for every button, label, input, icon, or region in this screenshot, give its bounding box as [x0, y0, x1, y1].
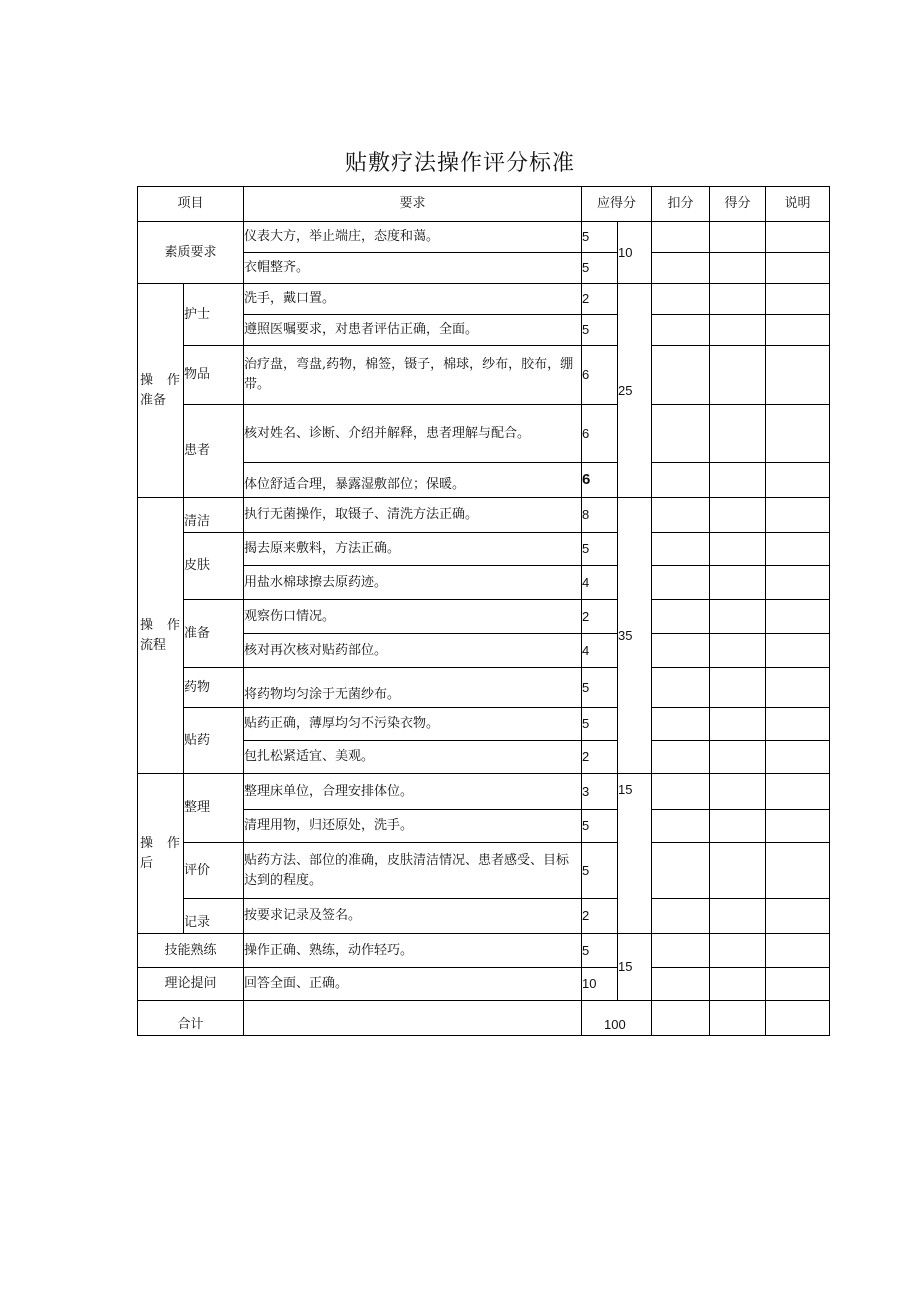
deduct-cell[interactable] [652, 843, 710, 899]
section-total: 25 [618, 284, 652, 498]
requirement-cell: 体位舒适合理，暴露湿敷部位；保暖。 [244, 463, 582, 498]
score-cell[interactable] [710, 968, 766, 1001]
deduct-cell[interactable] [652, 1001, 710, 1036]
requirement-cell: 贴药方法、部位的准确，皮肤清洁情况、患者感受、目标达到的程度。 [244, 843, 582, 899]
requirement-cell: 用盐水棉球擦去原药迹。 [244, 566, 582, 600]
points-cell: 2 [582, 284, 618, 315]
score-cell[interactable] [710, 934, 766, 968]
points-cell: 5 [582, 668, 618, 708]
table-row [138, 899, 830, 934]
points-cell: 4 [582, 566, 618, 600]
points-cell: 5 [582, 843, 618, 899]
points-cell: 3 [582, 774, 618, 810]
note-cell[interactable] [766, 600, 830, 634]
table-row [138, 222, 830, 253]
note-cell[interactable] [766, 346, 830, 405]
requirement-cell: 回答全面、正确。 [244, 968, 582, 1001]
deduct-cell[interactable] [652, 708, 710, 741]
requirement-cell: 治疗盘，弯盘,药物，棉签，镊子，棉球，纱布，胶布，绷带。 [244, 346, 582, 405]
requirement-cell: 遵照医嘱要求，对患者评估正确，全面。 [244, 315, 582, 346]
table-row [138, 934, 830, 968]
section-total: 15 [618, 934, 652, 1001]
page-title: 贴敷疗法操作评分标准 [344, 151, 575, 176]
note-cell[interactable] [766, 810, 830, 843]
table-row [138, 284, 830, 315]
deduct-cell[interactable] [652, 498, 710, 533]
deduct-cell[interactable] [652, 934, 710, 968]
score-cell[interactable] [710, 463, 766, 498]
score-cell[interactable] [710, 899, 766, 934]
section-quality-label: 素质要求 [138, 222, 244, 284]
header-note: 说明 [766, 187, 830, 222]
table-row [138, 346, 830, 405]
sum-total: 100 [582, 1001, 652, 1036]
table-row [138, 668, 830, 708]
note-cell[interactable] [766, 843, 830, 899]
points-cell: 2 [582, 899, 618, 934]
score-cell[interactable] [710, 405, 766, 463]
header-item: 项目 [138, 187, 244, 222]
section-process-label: 操 作 流程 [138, 498, 184, 774]
score-cell[interactable] [710, 774, 766, 810]
deduct-cell[interactable] [652, 533, 710, 566]
sub-nurse: 护士 [184, 284, 244, 346]
score-cell[interactable] [710, 566, 766, 600]
sub-clean: 清洁 [184, 498, 244, 533]
total-row [138, 1001, 830, 1036]
requirement-cell: 将药物均匀涂于无菌纱布。 [244, 668, 582, 708]
scoring-table [137, 186, 830, 1036]
requirement-cell: 操作正确、熟练，动作轻巧。 [244, 934, 582, 968]
score-cell[interactable] [710, 222, 766, 253]
requirement-cell: 观察伤口情况。 [244, 600, 582, 634]
requirement-cell: 仪表大方，举止端庄，态度和蔼。 [244, 222, 582, 253]
table-row [138, 600, 830, 634]
sub-prepare: 准备 [184, 600, 244, 668]
note-cell[interactable] [766, 405, 830, 463]
deduct-cell[interactable] [652, 600, 710, 634]
requirement-cell: 贴药正确，薄厚均匀不污染衣物。 [244, 708, 582, 741]
score-cell[interactable] [710, 498, 766, 533]
note-cell[interactable] [766, 566, 830, 600]
header-requirement: 要求 [244, 187, 582, 222]
deduct-cell[interactable] [652, 566, 710, 600]
requirement-cell: 整理床单位，合理安排体位。 [244, 774, 582, 810]
table-row [138, 498, 830, 533]
requirement-cell: 揭去原来敷料，方法正确。 [244, 533, 582, 566]
deduct-cell[interactable] [652, 253, 710, 284]
deduct-cell[interactable] [652, 810, 710, 843]
note-cell[interactable] [766, 774, 830, 810]
sub-skin: 皮肤 [184, 533, 244, 600]
score-cell[interactable] [710, 708, 766, 741]
deduct-cell[interactable] [652, 222, 710, 253]
sum-requirement-cell [244, 1001, 582, 1036]
requirement-cell: 执行无菌操作，取镊子、清洗方法正确。 [244, 498, 582, 533]
deduct-cell[interactable] [652, 741, 710, 774]
header-score: 得分 [710, 187, 766, 222]
score-cell[interactable] [710, 315, 766, 346]
points-cell: 5 [582, 253, 618, 284]
deduct-cell[interactable] [652, 899, 710, 934]
deduct-cell[interactable] [652, 315, 710, 346]
sum-label: 合计 [138, 1001, 244, 1036]
score-cell[interactable] [710, 810, 766, 843]
score-cell[interactable] [710, 284, 766, 315]
note-cell[interactable] [766, 533, 830, 566]
points-cell: 10 [582, 968, 618, 1001]
points-cell: 4 [582, 634, 618, 668]
note-cell[interactable] [766, 741, 830, 774]
table-row [138, 405, 830, 463]
points-cell: 6 [582, 463, 618, 498]
score-cell[interactable] [710, 600, 766, 634]
deduct-cell[interactable] [652, 346, 710, 405]
note-cell[interactable] [766, 222, 830, 253]
sub-drug: 药物 [184, 668, 244, 708]
section-total: 35 [618, 498, 652, 774]
sub-patient: 患者 [184, 405, 244, 498]
points-cell: 6 [582, 405, 618, 463]
deduct-cell[interactable] [652, 968, 710, 1001]
score-cell[interactable] [710, 634, 766, 668]
section-after-label: 操 作 后 [138, 774, 184, 934]
table-row [138, 533, 830, 566]
note-cell[interactable] [766, 1001, 830, 1036]
score-cell[interactable] [710, 1001, 766, 1036]
header-deduct: 扣分 [652, 187, 710, 222]
deduct-cell[interactable] [652, 668, 710, 708]
points-cell: 5 [582, 810, 618, 843]
note-cell[interactable] [766, 315, 830, 346]
requirement-cell: 核对姓名、诊断、介绍并解释，患者理解与配合。 [244, 405, 582, 463]
requirement-cell: 衣帽整齐。 [244, 253, 582, 284]
points-cell: 5 [582, 315, 618, 346]
note-cell[interactable] [766, 634, 830, 668]
header-row [138, 187, 830, 222]
table-row [138, 843, 830, 899]
points-cell: 5 [582, 708, 618, 741]
points-cell: 5 [582, 533, 618, 566]
note-cell[interactable] [766, 253, 830, 284]
score-cell[interactable] [710, 253, 766, 284]
points-cell: 8 [582, 498, 618, 533]
sub-tidy: 整理 [184, 774, 244, 843]
table-row [138, 708, 830, 741]
note-cell[interactable] [766, 463, 830, 498]
note-cell[interactable] [766, 968, 830, 1001]
deduct-cell[interactable] [652, 774, 710, 810]
section-prep-label: 操 作 准备 [138, 284, 184, 498]
sub-apply: 贴药 [184, 708, 244, 774]
section-total: 15 [618, 774, 652, 934]
deduct-cell[interactable] [652, 634, 710, 668]
points-cell: 5 [582, 934, 618, 968]
table-row [138, 774, 830, 810]
score-cell[interactable] [710, 346, 766, 405]
note-cell[interactable] [766, 668, 830, 708]
score-cell[interactable] [710, 843, 766, 899]
score-cell[interactable] [710, 668, 766, 708]
points-cell: 6 [582, 346, 618, 405]
table-row [138, 968, 830, 1001]
sub-record: 记录 [184, 899, 244, 934]
requirement-cell: 洗手，戴口置。 [244, 284, 582, 315]
note-cell[interactable] [766, 498, 830, 533]
note-cell[interactable] [766, 708, 830, 741]
section-total: 10 [618, 222, 652, 284]
requirement-cell: 清理用物，归还原处，洗手。 [244, 810, 582, 843]
requirement-cell: 核对再次核对贴药部位。 [244, 634, 582, 668]
points-cell: 2 [582, 600, 618, 634]
score-cell[interactable] [710, 741, 766, 774]
note-cell[interactable] [766, 284, 830, 315]
section-skill-label: 技能熟练 [138, 934, 244, 968]
note-cell[interactable] [766, 934, 830, 968]
score-cell[interactable] [710, 533, 766, 566]
requirement-cell: 按要求记录及签名。 [244, 899, 582, 934]
points-cell: 2 [582, 741, 618, 774]
header-points: 应得分 [582, 187, 652, 222]
deduct-cell[interactable] [652, 463, 710, 498]
sub-supplies: 物品 [184, 346, 244, 405]
note-cell[interactable] [766, 899, 830, 934]
section-theory-label: 理论提问 [138, 968, 244, 1001]
sub-eval: 评价 [184, 843, 244, 899]
requirement-cell: 包扎松紧适宜、美观。 [244, 741, 582, 774]
points-cell: 5 [582, 222, 618, 253]
deduct-cell[interactable] [652, 284, 710, 315]
deduct-cell[interactable] [652, 405, 710, 463]
